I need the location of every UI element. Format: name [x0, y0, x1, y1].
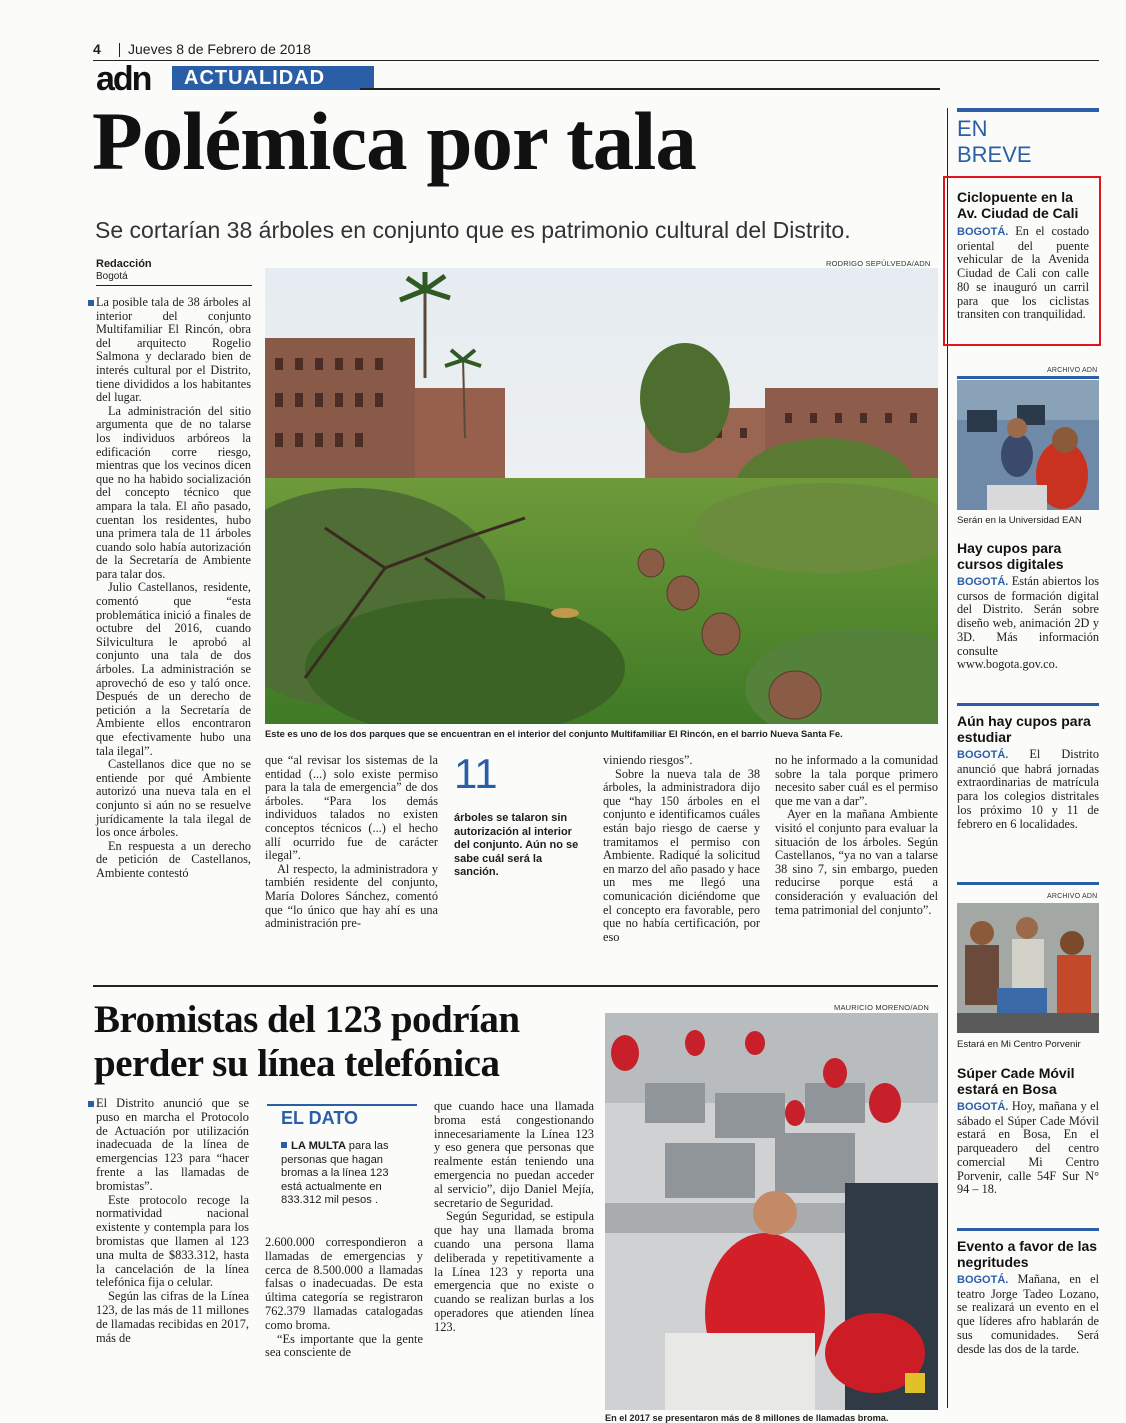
brief-city: BOGOTÁ.: [957, 226, 1009, 238]
byline: Redacción: [96, 258, 152, 270]
photo-credit: RODRIGO SEPÚLVEDA/ADN: [826, 259, 931, 268]
main-subhead: Se cortarían 38 árboles en conjunto que es patrimonio cultural del Distrito.: [95, 217, 851, 243]
paragraph: viniendo riesgos”.: [603, 753, 693, 767]
brief-cupos-estudiar: [957, 713, 1099, 831]
brief-text: Mañana, en el teatro Jorge Tadeo Lozano, se realizará un evento en el que líderes afro hablarán de sus comunidades. Será desde las dos de la tarde.: [957, 1272, 1100, 1356]
paragraph: La administración del sitio argumenta que de no talarse los individuos arbóreos la edificación corre riesgo, mientras que los vecinos dicen que no ha habido socialización del concepto técnico que ampara la tala. El año pasado, cuentan los residentes, hubo una primera tala de 11 árboles cuando solo había autorización de la Secretaría de Ambiente para talar dos.: [96, 403, 251, 581]
second-column-2: [265, 1236, 423, 1360]
second-photo: [605, 1013, 938, 1410]
conjunto-park-photo: [265, 268, 938, 724]
sidebar-title-line2: BREVE: [957, 142, 1032, 167]
main-column-1: [96, 296, 251, 881]
second-photo-credit: MAURICIO MORENO/ADN: [834, 1003, 930, 1012]
brief-city: BOGOTÁ.: [957, 1101, 1009, 1113]
paragraph: Este protocolo recoge la normatividad nacional existente y contempla para los bromistas que llamen al 123 una multa de $833.312, hasta la cancelación de la línea telefónica fija o celular.: [96, 1192, 249, 1290]
brief-title: Evento a favor de las negritudes: [957, 1238, 1098, 1270]
paragraph: Julio Castellanos, residente, comentó que “esta problemática inició a finales de octubre del 2016, cuando Silvicultura le aprobó al conjunto una tala de dos árboles. La administración se aprovechó de eso y taló once. Después de un derecho de petición a la Secretaría de Ambiente ellos encontraron que efectivamente hubo una tala ilegal”.: [96, 580, 251, 758]
brief-body: [957, 575, 1099, 672]
brief-text: En el costado oriental del puente vehicular de la Avenida Ciudad de Cali con calle 80 se inauguró un carril para que los ciclistas transiten con tranquilidad.: [957, 224, 1090, 322]
dato-lead: LA MULTA: [291, 1140, 346, 1152]
brief-city: BOGOTÁ.: [957, 1274, 1009, 1286]
bullet-square-icon: [281, 1142, 287, 1148]
paragraph: que cuando hace una llamada broma está congestionando innecesariamente la Línea 123 y eso genera que personas que realmente están teniendo una emergencia no puedan acceder al servicio”, dijo Daniel Mejía, secretario de Seguridad.: [434, 1099, 594, 1210]
second-photo-caption: En el 2017 se presentaron más de 8 millones de llamadas broma.: [605, 1413, 889, 1423]
paragraph: Castellanos dice que no se entiende por qué Ambiente autorizó una nueva tala en el conjunto si aún no se resuelve jurídicamente la tala ilegal de los once árboles.: [96, 757, 251, 840]
brief-title: Ciclopuente en la Av. Ciudad de Cali: [957, 189, 1079, 221]
brief-text: El Distrito anunció que habrá jornadas extraordinarias de matrícula para los colegios distritales los próximo 10 y 11 de febrero en 6 localidades.: [957, 747, 1099, 831]
second-column-3: [434, 1100, 594, 1335]
brief-city: BOGOTÁ.: [957, 576, 1009, 588]
sidebar-photo-1: [957, 380, 1099, 510]
adn-logo: adn: [96, 60, 151, 98]
main-column-2: [265, 754, 438, 931]
stat-text: árboles se talaron sin autorización al interior del conjunto. Aún no se sabe cuál será la sanción.: [454, 812, 579, 878]
brief-title: Hay cupos para cursos digitales: [957, 540, 1064, 572]
paragraph: no he informado a la comunidad sobre la tala porque primero necesito saber cuál es el permiso que me van a dar”.: [775, 753, 938, 808]
paragraph: Sobre la nueva tala de 38 árboles, la administradora dijo que “hay 150 árboles en el conjunto e identificamos cuáles están bajo riesgo de caerse y tramitamos el permiso con Ambiente. Radiqué la solicitud en marzo del año pasado y hace un mes me llegó una comunicación diciéndome que el concepto era favorable, pero que no había certificación, por eso: [603, 766, 760, 944]
brief-text: Hoy, mañana y el sábado el Súper Cade Móvil estará en Bosa, En el parqueadero del centro comercial Mi Centro Porvenir, calle 54F Sur N° 94 – 18.: [957, 1099, 1099, 1197]
byline-city: Bogotá: [96, 271, 128, 282]
brief-title: Aún hay cupos para estudiar: [957, 713, 1091, 745]
story-start-marker: [88, 300, 94, 306]
paragraph: En respuesta a un derecho de petición de Castellanos, Ambiente contestó: [96, 838, 251, 880]
people-queue-photo: [957, 903, 1099, 1033]
brief-body: [957, 1100, 1099, 1197]
brief-ciclopuente: [957, 189, 1089, 322]
dato-title: EL DATO: [281, 1108, 359, 1128]
brief-title: Súper Cade Móvil estará en Bosa: [957, 1065, 1075, 1097]
paragraph: “Es importante que la gente sea consciente de: [265, 1331, 423, 1360]
brief-body: [957, 225, 1089, 322]
second-headline: Bromistas del 123 podrían perder su línea telefónica: [94, 998, 520, 1085]
brief-super-cade: [957, 1065, 1099, 1197]
section-label: ACTUALIDAD: [172, 66, 374, 90]
story-start-marker: [88, 1101, 94, 1107]
brief-body: [957, 1273, 1099, 1356]
paragraph: Ayer en la mañana Ambiente visitó el conjunto para evaluar la situación de los árboles. Según Castellanos, “ya no van a talarse 38 sino 7, sin embargo, pueden reducirse porque está a consideración y evaluación del tema patrimonial del conjunto”.: [775, 807, 938, 917]
brief-cursos-digitales: [957, 540, 1099, 672]
paragraph: que “al revisar los sistemas de la entidad (...) solo existe permiso para la tala de emergencia” de dos árboles. “Para los demás individuos talados no existen conceptos técnicos (...) el hecho allí ocurrido fue de carácter ilegal”.: [265, 753, 438, 863]
sidebar-photo-2: [957, 903, 1099, 1033]
dato-text: para las personas que hagan bromas a la línea 123 está actualmente en 833.312 mil pesos .: [281, 1140, 389, 1206]
sidebar-title-line1: EN: [957, 116, 988, 141]
paragraph: El Distrito anunció que se puso en marcha el Protocolo de Actuación por utilización inadecuada de la línea de emergencias 123 para “hacer frente a las llamadas de bromistas”.: [96, 1096, 249, 1193]
brief-body: [957, 748, 1099, 831]
dato-box: [281, 1140, 411, 1208]
paragraph: La posible tala de 38 árboles al interior del conjunto Multifamiliar El Rincón, obra del arquitecto Rogelio Salmona y declarado bien de interés cultural por el Distrito, tiene divididos a los habitantes del lugar.: [96, 295, 251, 405]
call-center-photo: [605, 1013, 938, 1410]
sidebar-photo1-caption: Serán en la Universidad EAN: [957, 515, 1082, 526]
brief-text: Están abiertos los cursos de formación digital del Distrito. Serán sobre diseño web, animación 2D y 3D. Más información consulte www.bogota.gov.co.: [957, 574, 1099, 672]
brief-negritudes: [957, 1238, 1099, 1356]
paragraph: Al respecto, la administradora y también residente del conjunto, María Dolores Sánchez, comentó que “lo único que hay ahí es una administración pre-: [265, 861, 438, 931]
main-headline: Polémica por tala: [92, 95, 696, 187]
page-number: 4: [93, 41, 101, 57]
second-column-1: [96, 1097, 249, 1345]
sidebar-photo2-credit: ARCHIVO ADN: [1047, 893, 1098, 900]
paragraph: Según Seguridad, se estipula que hay una llamada broma cuando una persona llama deliberada y repetitivamente a la Línea 123 y reporta una emergencia que no existe o cuando se realizan burlas a los operadores que atienden línea 123.: [434, 1209, 594, 1334]
main-photo-caption: Este es uno de los dos parques que se encuentran en el interior del conjunto Multifamiliar El Rincón, en el barrio Nueva Santa Fe.: [265, 728, 843, 739]
sidebar-photo2-caption: Estará en Mi Centro Porvenir: [957, 1039, 1081, 1050]
brief-city: BOGOTÁ.: [957, 749, 1009, 761]
paragraph: 2.600.000 correspondieron a llamadas de emergencias y cerca de 8.500.000 a llamadas falsas o inadecuadas. De esta última categoría se registraron 762.379 llamadas catalogadas como broma.: [265, 1235, 423, 1332]
sidebar-photo1-credit: ARCHIVO ADN: [1047, 367, 1098, 374]
issue-date: Jueves 8 de Febrero de 2018: [128, 41, 311, 57]
main-photo: [265, 268, 938, 724]
stat-number: 11: [454, 750, 498, 797]
paragraph: Según las cifras de la Línea 123, de las más de 11 millones de llamadas recibidas en 2017, más de: [96, 1289, 249, 1345]
main-column-4: [775, 754, 938, 917]
main-column-3: [603, 754, 760, 944]
sidebar-title: [957, 116, 1032, 168]
students-computers-photo: [957, 380, 1099, 510]
